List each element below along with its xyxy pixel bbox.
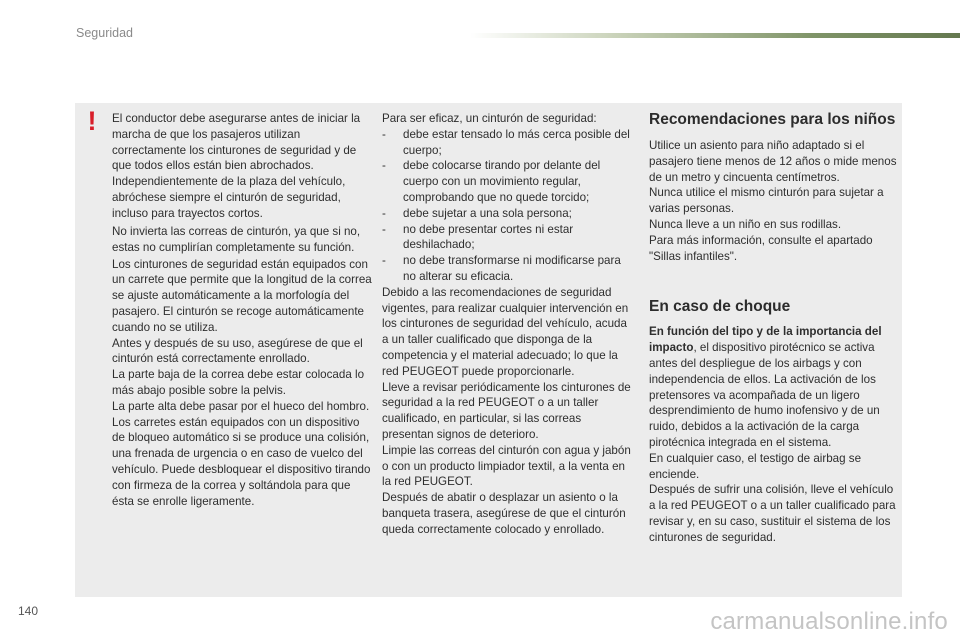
recommendations-column bbox=[649, 111, 899, 546]
paragraph: Nunca lleve a un niño en sus rodillas. bbox=[649, 217, 842, 231]
list-item bbox=[382, 222, 634, 254]
effectiveness-column bbox=[382, 111, 634, 538]
list-item bbox=[382, 206, 634, 222]
paragraph: Utilice un asiento para niño adaptado si el pasajero tiene menos de 12 años o mide menos de un metro y cincuenta centímetros. bbox=[649, 139, 897, 184]
list-item-text: no debe presentar cortes ni estar deshilachado; bbox=[403, 222, 574, 252]
paragraph: Después de sufrir una colisión, lleve el vehículo a la red PEUGEOT o a un taller cualificado para revisar y, en su caso, sustituir el sistema de los cinturones de seguridad. bbox=[649, 483, 896, 544]
paragraph: En cualquier caso, el testigo de airbag se enciende. bbox=[649, 451, 862, 481]
dash-bullet: - bbox=[382, 159, 386, 173]
paragraph: Antes y después de su uso, asegúrese de que el cinturón está correctamente enrollado. bbox=[112, 336, 363, 366]
dash-bullet: - bbox=[382, 254, 386, 268]
dash-bullet: - bbox=[382, 127, 386, 141]
paragraph: Después de abatir o desplazar un asiento o la banqueta trasera, asegúrese de que el cinturón queda correctamente colocado y enrollado. bbox=[382, 491, 626, 536]
exclamation-icon: ! bbox=[87, 106, 97, 136]
crash-lead-rest: , el dispositivo pirotécnico se activa antes del despliegue de los airbags y con independencia de ellos. La activación de los pretensores va acompañada de un ligero desprendimiento de humo inofensivo y de un ruido, debidos a la activación de la carga pirotécnica integrada en el sistema. bbox=[649, 341, 880, 449]
warning-column bbox=[112, 111, 374, 509]
paragraph: Independientemente de la plaza del vehículo, abróchese siempre el cinturón de seguridad, incluso para trayectos cortos. bbox=[112, 175, 346, 220]
list-item-text: debe colocarse tirando por delante del cuerpo con un movimiento regular, comprobando que no quede torcido; bbox=[403, 159, 601, 204]
paragraph: Para más información, consulte el apartado "Sillas infantiles". bbox=[649, 233, 873, 263]
dash-bullet: - bbox=[382, 222, 386, 236]
paragraph: Debido a las recomendaciones de seguridad vigentes, para realizar cualquier intervención en los cinturones de seguridad del vehículo, acuda a un taller cualificado que disponga de la competencia y el material adecuado; lo que la red PEUGEOT puede proporcionarle. bbox=[382, 285, 629, 378]
paragraph: El conductor debe asegurarse antes de iniciar la marcha de que los pasajeros utilizan correctamente los cinturones de seguridad y de que todos ellos están bien abrochados. bbox=[112, 112, 361, 173]
paragraph: Limpie las correas del cinturón con agua y jabón o con un producto limpiador textil, a la venta en la red PEUGEOT. bbox=[382, 443, 631, 489]
crash-lead-bold: En función del tipo y de la importancia del impacto bbox=[649, 325, 882, 355]
paragraph: Los carretes están equipados con un dispositivo de bloqueo automático si se produce una colisión, una frenada de urgencia o en caso de vuelco del vehículo. Puede desbloquear el dispositivo tirando con firmeza de la correa y soltándola para que ésta se enrolle ligeramente. bbox=[112, 415, 371, 508]
paragraph: Nunca utilice el mismo cinturón para sujetar a varias personas. bbox=[649, 186, 884, 216]
list-item bbox=[382, 158, 634, 205]
paragraph: Lleve a revisar periódicamente los cinturones de seguridad a la red PEUGEOT o a un taller cualificado, en particular, si las correas presentan signos de deterioro. bbox=[382, 380, 631, 441]
crash-lead-paragraph bbox=[649, 324, 899, 450]
list-item-text: no debe transformarse ni modificarse para no alterar su eficacia. bbox=[403, 254, 621, 283]
section-label: Seguridad bbox=[76, 26, 133, 40]
paragraph: La parte baja de la correa debe estar colocada lo más abajo posible sobre la pelvis. bbox=[112, 368, 365, 397]
paragraph: La parte alta debe pasar por el hueco del hombro. bbox=[112, 399, 370, 413]
paragraph: No invierta las correas de cinturón, ya que si no, estas no cumplirían completamente su función. bbox=[112, 224, 361, 255]
header-rule bbox=[470, 33, 960, 38]
page-number: 140 bbox=[18, 604, 39, 618]
crash-section-title: En caso de choque bbox=[649, 298, 791, 316]
list-item bbox=[382, 253, 634, 285]
dash-bullet: - bbox=[382, 206, 386, 220]
list-item-text: debe sujetar a una sola persona; bbox=[403, 206, 572, 220]
list-item-text: debe estar tensado lo más cerca posible del cuerpo; bbox=[403, 127, 630, 157]
list-item bbox=[382, 127, 634, 159]
paragraph: Los cinturones de seguridad están equipados con un carrete que permite que la longitud de la correa se ajuste automáticamente a la morfología del pasajero. El cinturón se recoge automáticamente cuando no se utiliza. bbox=[112, 257, 372, 334]
intro-text: Para ser eficaz, un cinturón de seguridad: bbox=[382, 112, 597, 125]
watermark: carmanualsonline.info bbox=[710, 608, 948, 635]
children-section-title: Recomendaciones para los niños bbox=[649, 111, 896, 128]
